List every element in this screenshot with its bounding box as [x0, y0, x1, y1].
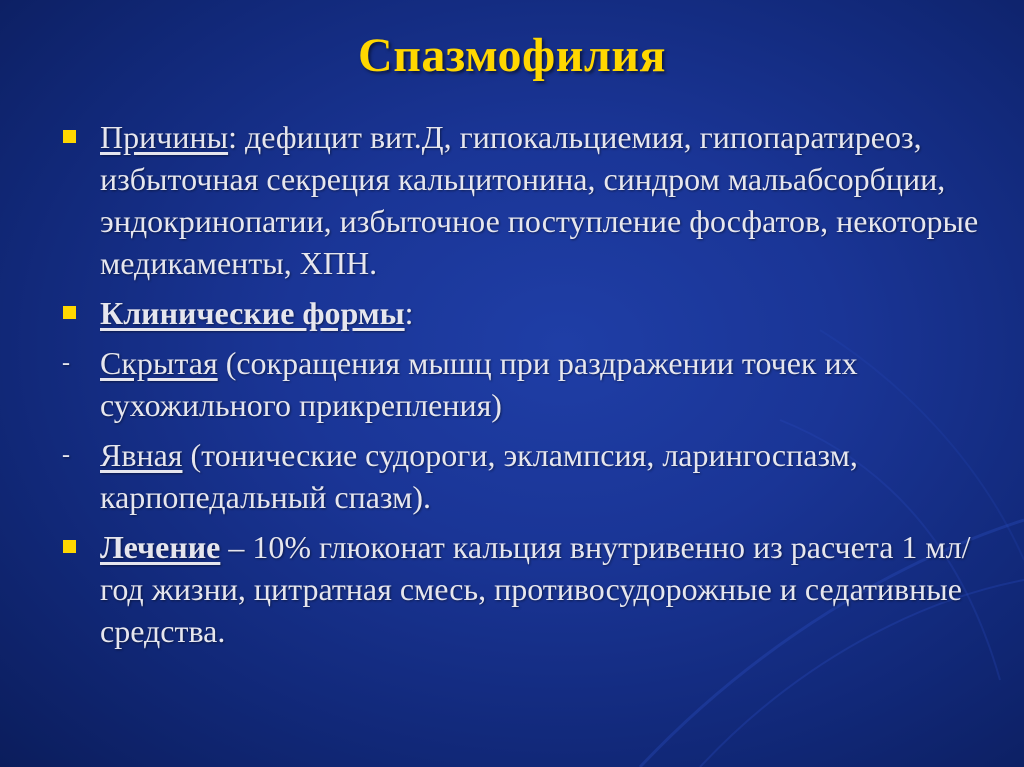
term-overt: Явная: [100, 437, 183, 473]
list-item-latent: [60, 342, 1010, 426]
term-latent: Скрытая: [100, 345, 218, 381]
item-text-overt: (тонические судороги, эклампсия, ларингоспазм, карпопедальный спазм).: [100, 437, 858, 515]
item-text-treatment: – 10% глюконат кальция внутривенно из расчета 1 мл/год жизни, цитратная смесь, противосудорожные и седативные средства.: [100, 529, 971, 649]
item-text-latent: (сокращения мышц при раздражении точек их сухожильного прикрепления): [100, 345, 858, 423]
slide-title: Спазмофилия: [358, 29, 666, 82]
list-item-clinical-forms: [60, 292, 1010, 334]
item-text-causes: : дефицит вит.Д, гипокальциемия, гипопаратиреоз, избыточная секреция кальцитонина, синдром мальабсорбции, эндокринопатии, избыточное поступление фосфатов, некоторые медикаменты, ХПН.: [100, 119, 979, 281]
term-causes: Причины: [100, 119, 229, 155]
square-bullet-icon: [63, 540, 76, 553]
list-item-treatment: [60, 526, 1010, 652]
dash-bullet-icon: -: [62, 350, 70, 376]
term-treatment: Лечение: [100, 529, 221, 565]
list-item-causes: [60, 116, 1010, 284]
item-text-clinical-forms: :: [404, 295, 414, 331]
square-bullet-icon: [63, 306, 76, 319]
square-bullet-icon: [63, 130, 76, 143]
dash-bullet-icon: -: [62, 442, 70, 468]
list-item-overt: [60, 434, 1010, 518]
term-clinical-forms: Клинические формы: [100, 295, 405, 331]
slide-content: [60, 116, 1010, 660]
